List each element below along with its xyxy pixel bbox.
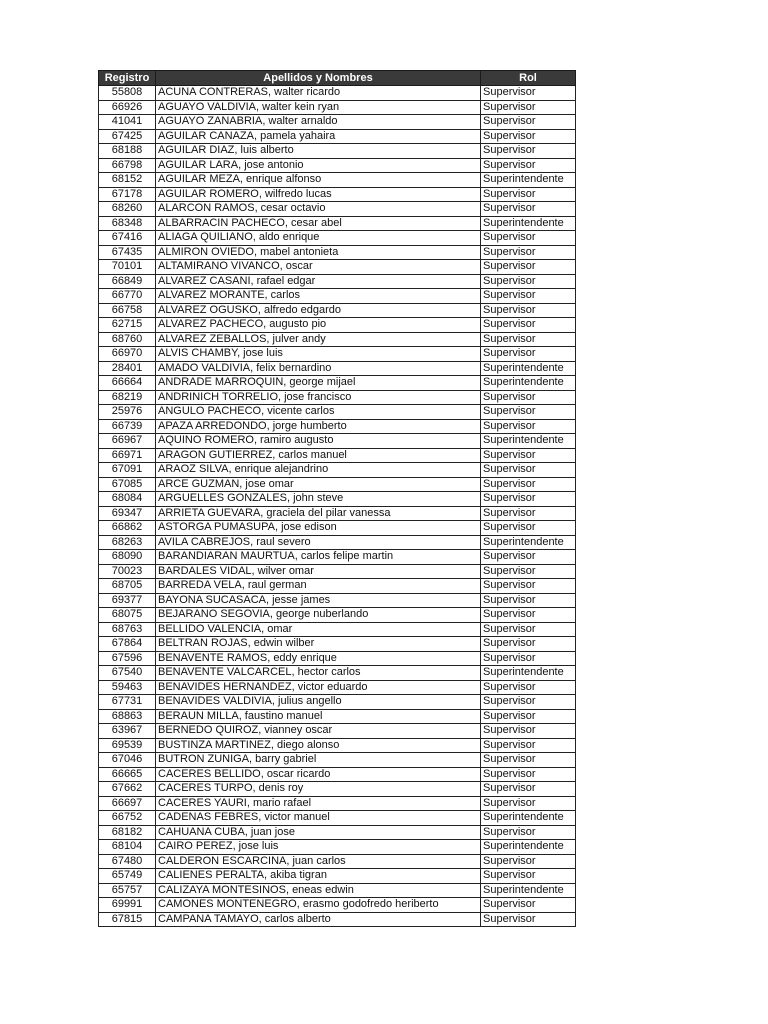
table-row	[99, 753, 576, 768]
cell-registro: 68084	[99, 492, 156, 507]
cell-registro: 63967	[99, 724, 156, 739]
table-row	[99, 883, 576, 898]
cell-registro: 68348	[99, 216, 156, 231]
cell-rol: Superintendente	[481, 173, 576, 188]
cell-nombre: BUTRON ZUNIGA, barry gabriel	[156, 753, 481, 768]
table-row	[99, 738, 576, 753]
table-row	[99, 477, 576, 492]
cell-nombre: BARDALES VIDAL, wilver omar	[156, 564, 481, 579]
cell-nombre: CALDERON ESCARCINA, juan carlos	[156, 854, 481, 869]
cell-nombre: CAMPANA TAMAYO, carlos alberto	[156, 912, 481, 927]
cell-nombre: AQUINO ROMERO, ramiro augusto	[156, 434, 481, 449]
cell-registro: 67731	[99, 695, 156, 710]
cell-nombre: BAYONA SUCASACA, jesse james	[156, 593, 481, 608]
cell-registro: 67091	[99, 463, 156, 478]
cell-rol: Supervisor	[481, 129, 576, 144]
cell-registro: 67425	[99, 129, 156, 144]
cell-rol: Supervisor	[481, 724, 576, 739]
cell-rol: Superintendente	[481, 361, 576, 376]
table-row	[99, 724, 576, 739]
table-row	[99, 289, 576, 304]
cell-registro: 59463	[99, 680, 156, 695]
cell-rol: Supervisor	[481, 854, 576, 869]
cell-registro: 67480	[99, 854, 156, 869]
table-row	[99, 144, 576, 159]
cell-nombre: AGUILAR ROMERO, wilfredo lucas	[156, 187, 481, 202]
table-row	[99, 390, 576, 405]
cell-rol: Supervisor	[481, 448, 576, 463]
cell-rol: Supervisor	[481, 695, 576, 710]
table-row	[99, 492, 576, 507]
cell-registro: 67046	[99, 753, 156, 768]
cell-nombre: CADENAS FEBRES, victor manuel	[156, 811, 481, 826]
cell-rol: Supervisor	[481, 390, 576, 405]
table-row	[99, 811, 576, 826]
table-row	[99, 361, 576, 376]
cell-registro: 67178	[99, 187, 156, 202]
cell-rol: Superintendente	[481, 216, 576, 231]
cell-nombre: CAMONES MONTENEGRO, erasmo godofredo heriberto	[156, 898, 481, 913]
cell-registro: 70023	[99, 564, 156, 579]
cell-rol: Superintendente	[481, 811, 576, 826]
cell-registro: 41041	[99, 115, 156, 130]
cell-rol: Supervisor	[481, 187, 576, 202]
cell-nombre: CACERES YAURI, mario rafael	[156, 796, 481, 811]
cell-rol: Superintendente	[481, 535, 576, 550]
cell-nombre: ALTAMIRANO VIVANCO, oscar	[156, 260, 481, 275]
cell-rol: Supervisor	[481, 318, 576, 333]
cell-rol: Supervisor	[481, 477, 576, 492]
cell-nombre: CAIRO PEREZ, jose luis	[156, 840, 481, 855]
cell-nombre: ARGUELLES GONZALES, john steve	[156, 492, 481, 507]
cell-rol: Supervisor	[481, 637, 576, 652]
table-row	[99, 129, 576, 144]
cell-registro: 68182	[99, 825, 156, 840]
table-body	[99, 86, 576, 927]
table-row	[99, 115, 576, 130]
cell-rol: Superintendente	[481, 376, 576, 391]
table-row	[99, 767, 576, 782]
cell-rol: Supervisor	[481, 347, 576, 362]
table-row	[99, 637, 576, 652]
cell-rol: Supervisor	[481, 100, 576, 115]
cell-rol: Supervisor	[481, 332, 576, 347]
cell-nombre: BENAVENTE VALCARCEL, hector carlos	[156, 666, 481, 681]
cell-nombre: ANDRINICH TORRELIO, jose francisco	[156, 390, 481, 405]
cell-nombre: CAHUANA CUBA, juan jose	[156, 825, 481, 840]
cell-registro: 66758	[99, 303, 156, 318]
table-row	[99, 318, 576, 333]
header-row	[99, 71, 576, 86]
cell-nombre: ANDRADE MARROQUIN, george mijael	[156, 376, 481, 391]
table-row	[99, 158, 576, 173]
cell-nombre: ASTORGA PUMASUPA, jose edison	[156, 521, 481, 536]
cell-registro: 67435	[99, 245, 156, 260]
cell-rol: Supervisor	[481, 144, 576, 159]
cell-registro: 68863	[99, 709, 156, 724]
table-row	[99, 579, 576, 594]
cell-rol: Supervisor	[481, 796, 576, 811]
cell-nombre: AGUILAR MEZA, enrique alfonso	[156, 173, 481, 188]
cell-rol: Supervisor	[481, 405, 576, 420]
table-row	[99, 332, 576, 347]
cell-nombre: ANGULO PACHECO, vicente carlos	[156, 405, 481, 420]
table-row	[99, 274, 576, 289]
cell-rol: Supervisor	[481, 506, 576, 521]
table-row	[99, 912, 576, 927]
table-row	[99, 680, 576, 695]
cell-registro: 69991	[99, 898, 156, 913]
cell-registro: 66752	[99, 811, 156, 826]
cell-registro: 25976	[99, 405, 156, 420]
table-row	[99, 651, 576, 666]
cell-rol: Supervisor	[481, 289, 576, 304]
cell-registro: 62715	[99, 318, 156, 333]
cell-registro: 66967	[99, 434, 156, 449]
cell-nombre: BENAVENTE RAMOS, eddy enrique	[156, 651, 481, 666]
cell-nombre: ALMIRON OVIEDO, mabel antonieta	[156, 245, 481, 260]
cell-rol: Superintendente	[481, 840, 576, 855]
cell-rol: Supervisor	[481, 274, 576, 289]
cell-nombre: ARAGON GUTIERREZ, carlos manuel	[156, 448, 481, 463]
cell-rol: Supervisor	[481, 767, 576, 782]
cell-rol: Supervisor	[481, 550, 576, 565]
cell-nombre: BENAVIDES HERNANDEZ, victor eduardo	[156, 680, 481, 695]
cell-rol: Supervisor	[481, 753, 576, 768]
cell-nombre: ALVAREZ MORANTE, carlos	[156, 289, 481, 304]
cell-registro: 66664	[99, 376, 156, 391]
cell-nombre: BELTRAN ROJAS, edwin wilber	[156, 637, 481, 652]
table-row	[99, 231, 576, 246]
cell-nombre: ALIAGA QUILIANO, aldo enrique	[156, 231, 481, 246]
cell-nombre: CACERES TURPO, denis roy	[156, 782, 481, 797]
table-row	[99, 405, 576, 420]
cell-rol: Supervisor	[481, 419, 576, 434]
cell-registro: 66926	[99, 100, 156, 115]
cell-rol: Supervisor	[481, 115, 576, 130]
cell-nombre: BERAUN MILLA, faustino manuel	[156, 709, 481, 724]
cell-nombre: APAZA ARREDONDO, jorge humberto	[156, 419, 481, 434]
cell-nombre: AVILA CABREJOS, raul severo	[156, 535, 481, 550]
cell-nombre: ALBARRACIN PACHECO, cesar abel	[156, 216, 481, 231]
cell-registro: 66971	[99, 448, 156, 463]
cell-rol: Superintendente	[481, 883, 576, 898]
cell-registro: 68705	[99, 579, 156, 594]
table-row	[99, 202, 576, 217]
table-row	[99, 666, 576, 681]
table-row	[99, 216, 576, 231]
cell-registro: 69539	[99, 738, 156, 753]
cell-nombre: CALIZAYA MONTESINOS, eneas edwin	[156, 883, 481, 898]
cell-rol: Supervisor	[481, 608, 576, 623]
table-row	[99, 898, 576, 913]
cell-registro: 28401	[99, 361, 156, 376]
table-row	[99, 564, 576, 579]
cell-registro: 66770	[99, 289, 156, 304]
cell-rol: Supervisor	[481, 202, 576, 217]
cell-rol: Supervisor	[481, 709, 576, 724]
cell-registro: 68760	[99, 332, 156, 347]
cell-registro: 67596	[99, 651, 156, 666]
cell-registro: 66798	[99, 158, 156, 173]
cell-nombre: AGUAYO ZANABRIA, walter arnaldo	[156, 115, 481, 130]
cell-nombre: AGUILAR DIAZ, luis alberto	[156, 144, 481, 159]
table-row	[99, 709, 576, 724]
cell-registro: 65749	[99, 869, 156, 884]
table-row	[99, 782, 576, 797]
cell-registro: 68188	[99, 144, 156, 159]
cell-registro: 67815	[99, 912, 156, 927]
cell-registro: 66849	[99, 274, 156, 289]
cell-rol: Supervisor	[481, 579, 576, 594]
table-row	[99, 506, 576, 521]
cell-rol: Supervisor	[481, 492, 576, 507]
cell-rol: Supervisor	[481, 158, 576, 173]
cell-nombre: ARAOZ SILVA, enrique alejandrino	[156, 463, 481, 478]
cell-rol: Supervisor	[481, 593, 576, 608]
table-row	[99, 825, 576, 840]
cell-nombre: ACUNA CONTRERAS, walter ricardo	[156, 86, 481, 101]
cell-registro: 70101	[99, 260, 156, 275]
cell-registro: 69347	[99, 506, 156, 521]
table-row	[99, 86, 576, 101]
cell-nombre: CACERES BELLIDO, oscar ricardo	[156, 767, 481, 782]
cell-registro: 68219	[99, 390, 156, 405]
table-row	[99, 622, 576, 637]
cell-registro: 67540	[99, 666, 156, 681]
cell-rol: Supervisor	[481, 912, 576, 927]
table-row	[99, 608, 576, 623]
cell-registro: 66739	[99, 419, 156, 434]
header-apellidos-y-nombres: Apellidos y Nombres	[156, 71, 481, 86]
table-row	[99, 535, 576, 550]
cell-rol: Supervisor	[481, 680, 576, 695]
table-row	[99, 303, 576, 318]
cell-rol: Supervisor	[481, 622, 576, 637]
cell-registro: 68260	[99, 202, 156, 217]
cell-rol: Supervisor	[481, 825, 576, 840]
cell-registro: 65757	[99, 883, 156, 898]
cell-rol: Supervisor	[481, 738, 576, 753]
table-row	[99, 173, 576, 188]
cell-registro: 67085	[99, 477, 156, 492]
cell-rol: Supervisor	[481, 521, 576, 536]
cell-rol: Supervisor	[481, 86, 576, 101]
table-row	[99, 593, 576, 608]
cell-nombre: ALARCON RAMOS, cesar octavio	[156, 202, 481, 217]
table-row	[99, 521, 576, 536]
cell-registro: 66862	[99, 521, 156, 536]
cell-registro: 66697	[99, 796, 156, 811]
cell-nombre: BENAVIDES VALDIVIA, julius angello	[156, 695, 481, 710]
cell-nombre: AMADO VALDIVIA, felix bernardino	[156, 361, 481, 376]
cell-rol: Supervisor	[481, 782, 576, 797]
cell-registro: 67662	[99, 782, 156, 797]
cell-registro: 67864	[99, 637, 156, 652]
cell-rol: Supervisor	[481, 869, 576, 884]
cell-registro: 68152	[99, 173, 156, 188]
table-row	[99, 347, 576, 362]
table-row	[99, 187, 576, 202]
cell-rol: Supervisor	[481, 651, 576, 666]
cell-nombre: AGUILAR LARA, jose antonio	[156, 158, 481, 173]
cell-nombre: AGUAYO VALDIVIA, walter kein ryan	[156, 100, 481, 115]
cell-registro: 68075	[99, 608, 156, 623]
cell-registro: 66970	[99, 347, 156, 362]
personnel-table	[98, 70, 576, 927]
cell-rol: Superintendente	[481, 434, 576, 449]
table-row	[99, 434, 576, 449]
cell-registro: 66665	[99, 767, 156, 782]
table-row	[99, 550, 576, 565]
table-row	[99, 854, 576, 869]
table-row	[99, 260, 576, 275]
cell-rol: Supervisor	[481, 245, 576, 260]
cell-registro: 67416	[99, 231, 156, 246]
cell-rol: Supervisor	[481, 898, 576, 913]
cell-registro: 68763	[99, 622, 156, 637]
table-row	[99, 869, 576, 884]
cell-nombre: BELLIDO VALENCIA, omar	[156, 622, 481, 637]
cell-nombre: ALVAREZ ZEBALLOS, julver andy	[156, 332, 481, 347]
cell-rol: Supervisor	[481, 231, 576, 246]
table-row	[99, 695, 576, 710]
table-row	[99, 100, 576, 115]
cell-nombre: ALVAREZ PACHECO, augusto pio	[156, 318, 481, 333]
cell-nombre: AGUILAR CANAZA, pamela yahaira	[156, 129, 481, 144]
header-registro: Registro	[99, 71, 156, 86]
cell-registro: 68263	[99, 535, 156, 550]
cell-registro: 55808	[99, 86, 156, 101]
cell-registro: 68090	[99, 550, 156, 565]
table-row	[99, 419, 576, 434]
cell-rol: Supervisor	[481, 463, 576, 478]
header-rol: Rol	[481, 71, 576, 86]
table-row	[99, 840, 576, 855]
cell-nombre: ARRIETA GUEVARA, graciela del pilar vanessa	[156, 506, 481, 521]
table-row	[99, 245, 576, 260]
cell-nombre: BUSTINZA MARTINEZ, diego alonso	[156, 738, 481, 753]
cell-nombre: ALVIS CHAMBY, jose luis	[156, 347, 481, 362]
table-row	[99, 463, 576, 478]
cell-nombre: BERNEDO QUIROZ, vianney oscar	[156, 724, 481, 739]
cell-registro: 69377	[99, 593, 156, 608]
table-row	[99, 448, 576, 463]
cell-nombre: BARANDIARAN MAURTUA, carlos felipe martin	[156, 550, 481, 565]
cell-rol: Supervisor	[481, 303, 576, 318]
cell-registro: 68104	[99, 840, 156, 855]
cell-nombre: ARCE GUZMAN, jose omar	[156, 477, 481, 492]
cell-nombre: ALVAREZ CASANI, rafael edgar	[156, 274, 481, 289]
cell-rol: Superintendente	[481, 666, 576, 681]
cell-nombre: ALVAREZ OGUSKO, alfredo edgardo	[156, 303, 481, 318]
cell-rol: Supervisor	[481, 260, 576, 275]
cell-nombre: CALIENES PERALTA, akiba tigran	[156, 869, 481, 884]
cell-nombre: BEJARANO SEGOVIA, george nuberlando	[156, 608, 481, 623]
table-row	[99, 796, 576, 811]
cell-rol: Supervisor	[481, 564, 576, 579]
cell-nombre: BARREDA VELA, raul german	[156, 579, 481, 594]
table-row	[99, 376, 576, 391]
